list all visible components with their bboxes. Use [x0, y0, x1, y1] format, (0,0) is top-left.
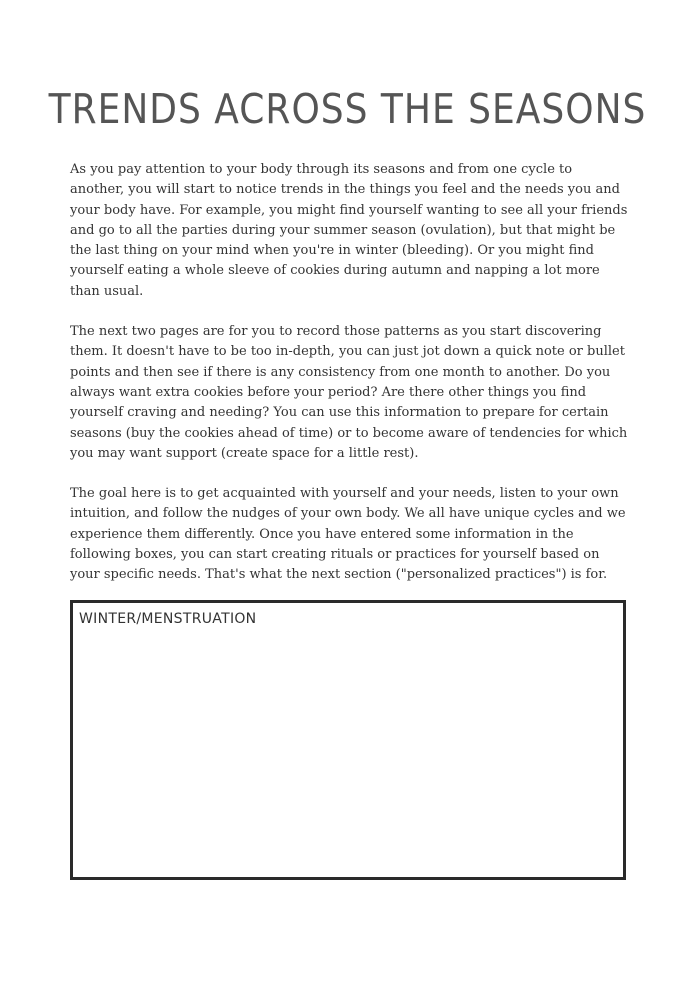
winter-box-label: WINTER/MENSTRUATION [79, 611, 257, 627]
page-title: TRENDS ACROSS THE SEASONS [48, 86, 647, 134]
paragraph-seasons: As you pay attention to your body through its seasons and from one cycle to another, you will start to notice trends in the things you feel and the needs you and your body have. For example, you might find yourself wanting to see all your friends and go to all the parties during your summer season (ovulation), but that might be the last thing on your mind when you're in winter (bleeding). Or you might find yourself eating a whole sleeve of cookies during autumn and napping a lot more than usual. [70, 162, 628, 299]
paragraph-record-patterns: The next two pages are for you to record those patterns as you start discovering them. It doesn't have to be too in-depth, you can just jot down a quick note or bullet points and then see if there is any consistency from one month to another. Do you always want extra cookies before your period? Are there other things you find yourself craving and needing? You can use this information to prepare for certain seasons (buy the cookies ahead of time) or to become aware of tendencies for which you may want support (create space for a little rest). [70, 324, 628, 461]
winter-journal-box[interactable] [70, 600, 626, 880]
intro-text [70, 160, 628, 606]
paragraph-goal: The goal here is to get acquainted with yourself and your needs, listen to your own intuition, and follow the nudges of your own body. We all have unique cycles and we experience them differently. Once you have entered some information in the following boxes, you can start creating rituals or practices for yourself based on your specific needs. That's what the next section ("personalized practices") is for. [70, 486, 626, 583]
